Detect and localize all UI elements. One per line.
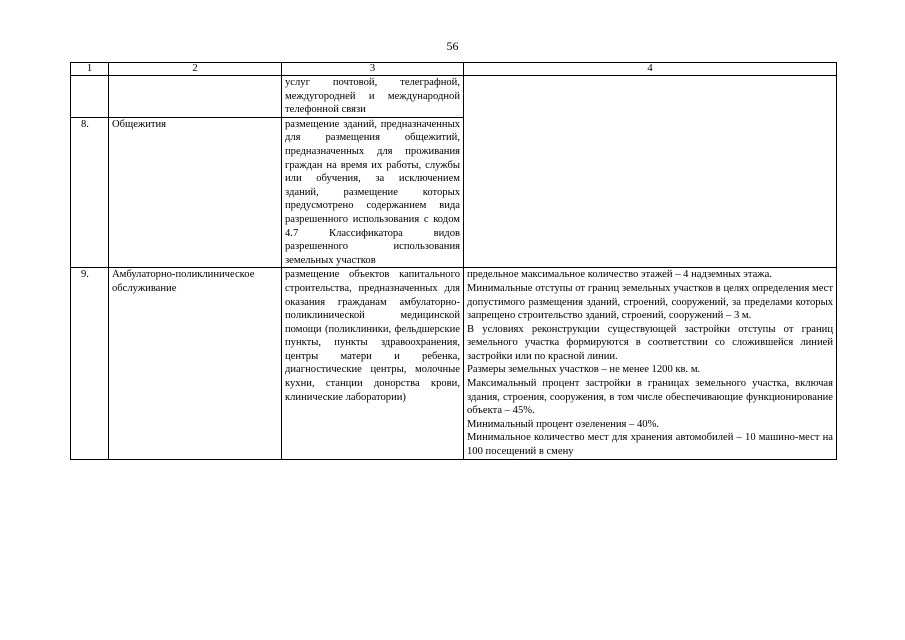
header-row [71, 63, 837, 76]
param-setbacks: Минимальные отступы от границ земельных участков в целях определения мест допустимого размещения зданий, строений, сооружений, за пределами которых запрещено строительство зданий, строений, сооружений – 3 м. [467, 282, 833, 322]
param-plot-size: Размеры земельных участков – не менее 1200 кв. м. [467, 364, 701, 376]
param-reconstruction: В условиях реконструкции существующей застройки отступы от границ земельного участка формируются в соответствии со сложившейся линией застройки или по красной линии. [467, 323, 833, 362]
row-number: 8. [71, 117, 109, 268]
use-description: услуг почтовой, телеграфной, междугородней и международной телефонной связи [282, 76, 464, 118]
table-row [71, 76, 837, 118]
use-description: размещение объектов капитального строительства, предназначенных для оказания гражданам амбулаторно-поликлинической медицинской помощи (поликлиники, фельдшерские пункты, пункты здравоохранения, центры матери и ребенка, диагностические центры, молочные кухни, станции донорства крови, клинические лаборатории) [282, 268, 464, 459]
use-name [109, 76, 282, 118]
regulations-table [70, 62, 837, 460]
parameters-cell [464, 268, 837, 459]
param-parking: Минимальное количество мест для хранения автомобилей – 10 машино-мест на 100 посещений в смену [467, 432, 833, 458]
use-name: Общежития [109, 117, 282, 268]
row-number [71, 76, 109, 118]
header-col-2: 2 [109, 63, 282, 76]
use-name: Амбулаторно-поликлиническое обслуживание [109, 268, 282, 459]
header-col-1: 1 [71, 63, 109, 76]
header-col-4: 4 [464, 63, 837, 76]
header-col-3: 3 [282, 63, 464, 76]
row-number: 9. [71, 268, 109, 459]
param-floors: предельное максимальное количество этажей – 4 надземных этажа. [467, 269, 772, 281]
param-coverage: Максимальный процент застройки в границах земельного участка, включая здания, строения, сооружения, в том числе обеспечивающие функционирование объекта – 45%. [467, 378, 833, 417]
parameters-cell-empty [464, 76, 837, 268]
use-description: размещение зданий, предназначенных для размещения общежитий, предназначенных для проживания граждан на время их работы, службы или обучения, за исключением зданий, размещение которых предусмотрено содержанием вида разрешенного использования с кодом 4.7 Классификатора видов разрешенного использования земельных участков [282, 117, 464, 268]
param-greening: Минимальный процент озеленения – 40%. [467, 418, 660, 430]
page-number: 56 [446, 39, 459, 53]
table-row [71, 268, 837, 459]
